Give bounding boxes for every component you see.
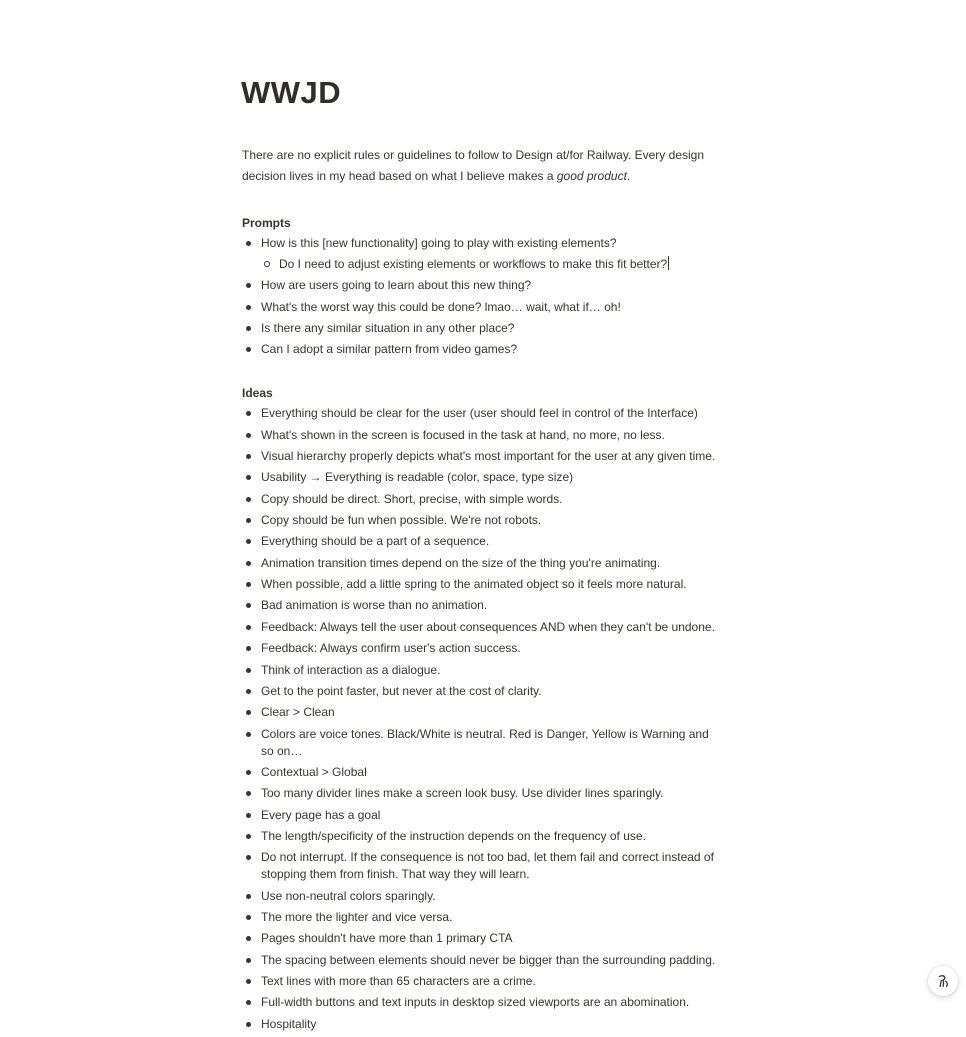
- list-item-text: Feedback: Always tell the user about consequences AND when they can't be undone.: [261, 619, 715, 634]
- list-item-text: How are users going to learn about this new thing?: [261, 278, 532, 293]
- bullet-icon: [246, 497, 251, 502]
- list-item-text: Copy should be fun when possible. We're not robots.: [261, 513, 542, 528]
- bullet-icon: [246, 433, 251, 438]
- bullet-icon: [246, 475, 251, 480]
- bullet-icon: [246, 625, 251, 630]
- bullet-icon: [246, 979, 251, 984]
- bullet-icon: [246, 539, 251, 544]
- list-item[interactable]: [242, 576, 722, 593]
- list-item[interactable]: [242, 448, 722, 465]
- list-item-text: Think of interaction as a dialogue.: [261, 662, 441, 677]
- list-item-text: Too many divider lines make a screen look busy. Use divider lines sparingly.: [261, 786, 664, 801]
- list-item-text: Copy should be direct. Short, precise, with simple words.: [261, 491, 563, 506]
- intro-end: .: [626, 169, 631, 183]
- prompts-sublist: [261, 256, 722, 273]
- bullet-icon: [246, 915, 251, 920]
- bullet-icon: [246, 732, 251, 737]
- page-title: WWJD: [241, 75, 342, 110]
- bullet-icon: [246, 958, 251, 963]
- list-item[interactable]: [242, 597, 722, 614]
- list-item[interactable]: [242, 849, 722, 883]
- help-button[interactable]: [928, 966, 958, 996]
- bullet-icon: [246, 518, 251, 523]
- bullet-icon: [246, 347, 251, 352]
- list-item-text: When possible, add a little spring to the animated object so it feels more natural.: [261, 577, 687, 592]
- intro-text: There are no explicit rules or guidelines to follow to Design at/for Railway. Every design decision lives in my head based on what I believe makes a: [242, 148, 704, 183]
- list-item[interactable]: [242, 807, 722, 824]
- list-item-text: The more the lighter and vice versa.: [261, 909, 453, 924]
- list-item-text: Use non-neutral colors sparingly.: [261, 888, 436, 903]
- list-item-text: Visual hierarchy properly depicts what's most important for the user at any given time.: [261, 449, 716, 464]
- bullet-icon: [246, 668, 251, 673]
- list-item[interactable]: [242, 785, 722, 802]
- list-item[interactable]: [242, 640, 722, 657]
- list-item[interactable]: [242, 726, 722, 760]
- bullet-icon: [246, 454, 251, 459]
- list-item-text: Usability → Everything is readable (color, space, type size): [261, 470, 574, 485]
- bullet-icon: [246, 834, 251, 839]
- list-item[interactable]: [242, 427, 722, 444]
- list-item[interactable]: [242, 973, 722, 990]
- list-item-text: Everything should be a part of a sequence.: [261, 534, 490, 549]
- list-item[interactable]: [242, 320, 722, 337]
- list-item-text: Everything should be clear for the user (user should feel in control of the Interface): [261, 406, 698, 421]
- sub-list-item[interactable]: [261, 256, 722, 273]
- intro-emphasis: good product: [556, 169, 627, 183]
- list-item[interactable]: [242, 555, 722, 572]
- list-item-text: Pages shouldn't have more than 1 primary CTA: [261, 931, 513, 946]
- list-item-text: Hospitality: [261, 1016, 317, 1031]
- list-item-text: Every page has a goal: [261, 807, 381, 822]
- bullet-icon: [246, 241, 251, 246]
- list-item-text: Feedback: Always confirm user's action success.: [261, 641, 521, 656]
- list-item[interactable]: [242, 491, 722, 508]
- list-item-text: Do not interrupt. If the consequence is not too bad, let them fail and correct instead of stopping them from finish. That way they will learn.: [261, 850, 714, 882]
- prompts-list: [242, 235, 722, 358]
- list-item-text: Text lines with more than 65 characters are a crime.: [261, 973, 536, 988]
- list-item-text: What's the worst way this could be done? lmao… wait, what if… oh!: [261, 299, 621, 314]
- bullet-icon: [246, 582, 251, 587]
- list-item-text: The length/specificity of the instruction depends on the frequency of use.: [261, 828, 646, 843]
- list-item-text: Full-width buttons and text inputs in desktop sized viewports are an abomination.: [261, 995, 690, 1010]
- list-item-text: Get to the point faster, but never at the cost of clarity.: [261, 683, 542, 698]
- bullet-icon: [246, 561, 251, 566]
- list-item[interactable]: [242, 619, 722, 636]
- list-item[interactable]: [242, 405, 722, 422]
- list-item-text: The spacing between elements should never be bigger than the surrounding padding.: [261, 952, 716, 967]
- list-item-text: What's shown in the screen is focused in the task at hand, no more, no less.: [261, 427, 665, 442]
- list-item-text: Clear > Clean: [261, 705, 335, 720]
- list-item[interactable]: [242, 888, 722, 905]
- list-item[interactable]: [242, 533, 722, 550]
- bullet-icon: [246, 813, 251, 818]
- list-item-text: How is this [new functionality] going to play with existing elements?: [261, 236, 617, 250]
- list-item[interactable]: [242, 828, 722, 845]
- list-item[interactable]: [242, 341, 722, 358]
- bullet-icon: [246, 710, 251, 715]
- bullet-icon: [246, 1000, 251, 1005]
- bullet-icon: [246, 411, 251, 416]
- bullet-icon: [246, 855, 251, 860]
- list-item[interactable]: [242, 277, 722, 294]
- bullet-icon: [246, 770, 251, 775]
- bullet-icon: [246, 894, 251, 899]
- hollow-bullet-icon: [264, 261, 270, 267]
- list-item[interactable]: [242, 1016, 722, 1033]
- list-item[interactable]: [242, 764, 722, 781]
- list-item-text: Bad animation is worse than no animation.: [261, 598, 488, 613]
- bullet-icon: [246, 603, 251, 608]
- list-item-text: Contextual > Global: [261, 764, 367, 779]
- bullet-icon: [246, 1022, 251, 1027]
- text-cursor: [668, 256, 669, 270]
- help-icon: [935, 973, 951, 989]
- bullet-icon: [246, 689, 251, 694]
- list-item-text: Animation transition times depend on the size of the thing you're animating.: [261, 555, 661, 570]
- list-item[interactable]: [242, 704, 722, 721]
- ideas-list: [242, 405, 722, 1032]
- bullet-icon: [246, 791, 251, 796]
- list-item[interactable]: [242, 952, 722, 969]
- bullet-icon: [246, 305, 251, 310]
- list-item[interactable]: [242, 930, 722, 947]
- bullet-icon: [246, 936, 251, 941]
- list-item[interactable]: [242, 994, 722, 1011]
- list-item[interactable]: [242, 235, 722, 273]
- list-item-text: Colors are voice tones. Black/White is neutral. Red is Danger, Yellow is Warning and so on…: [261, 726, 709, 758]
- intro-paragraph: [242, 145, 722, 187]
- list-item[interactable]: [242, 512, 722, 529]
- list-item-text: Can I adopt a similar pattern from video games?: [261, 342, 518, 357]
- ideas-heading: Ideas: [242, 386, 273, 401]
- prompts-heading: Prompts: [242, 216, 291, 230]
- document-body: [242, 74, 722, 1037]
- bullet-icon: [246, 283, 251, 288]
- list-item[interactable]: [242, 683, 722, 700]
- list-item[interactable]: [242, 299, 722, 316]
- sub-list-item-text: Do I need to adjust existing elements or workflows to make this fit better?: [279, 257, 668, 271]
- list-item-text: Is there any similar situation in any other place?: [261, 321, 515, 336]
- list-item[interactable]: [242, 662, 722, 679]
- bullet-icon: [246, 646, 251, 651]
- list-item[interactable]: [242, 909, 722, 926]
- bullet-icon: [246, 326, 251, 331]
- list-item[interactable]: [242, 469, 722, 486]
